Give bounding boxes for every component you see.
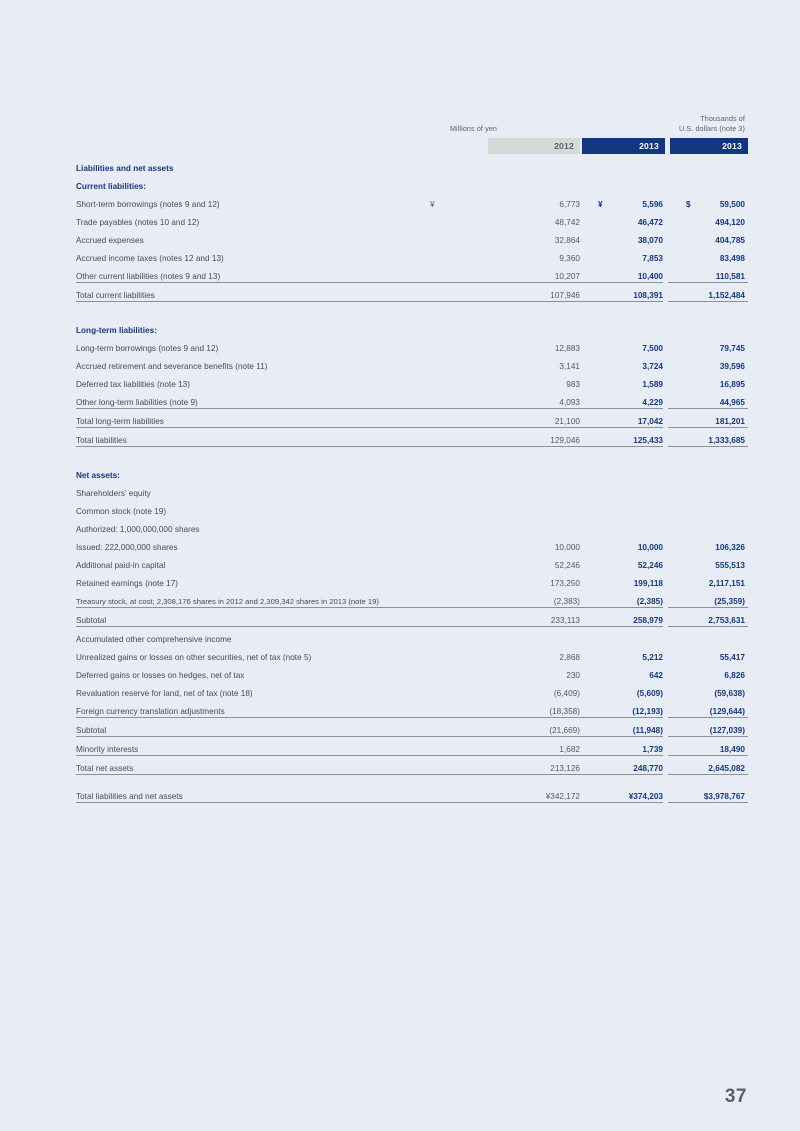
cell-2012 <box>412 517 580 535</box>
cell-2012 <box>412 318 580 336</box>
cell-2012: 233,113 <box>412 608 580 627</box>
table-row <box>76 699 748 718</box>
table-row <box>76 246 748 264</box>
table-row-total <box>76 756 748 775</box>
cell-2012: 48,742 <box>554 218 580 227</box>
row-label: Subtotal <box>76 608 412 627</box>
cell-usd: $3,978,767 <box>668 784 748 803</box>
cell-2013: (12,193) <box>580 699 663 718</box>
table-row <box>76 517 748 535</box>
cell-usd: (129,644) <box>668 699 748 718</box>
cell-2012: 213,126 <box>412 756 580 775</box>
table-row <box>76 156 748 174</box>
row-label: Accrued income taxes (notes 12 and 13) <box>76 254 224 263</box>
cell-usd: 2,753,631 <box>668 608 748 627</box>
cell-2013: (5,609) <box>636 689 663 698</box>
cell-usd: 1,152,484 <box>668 283 748 302</box>
row-label: Revaluation reserve for land, net of tax (note 18) <box>76 689 253 698</box>
cell-2012: 12,883 <box>554 344 580 353</box>
currency-symbol-dollar: $ <box>686 200 691 209</box>
cell-2012: (2,383) <box>412 589 580 608</box>
row-label: Trade payables (notes 10 and 12) <box>76 218 200 227</box>
row-label: Subtotal <box>76 718 412 737</box>
cell-2012 <box>412 463 580 481</box>
table-row <box>76 192 748 210</box>
table-row <box>76 372 748 390</box>
table-row <box>76 390 748 409</box>
row-label: Retained earnings (note 17) <box>76 579 179 588</box>
cell-usd <box>668 318 748 336</box>
cell-usd <box>668 627 748 646</box>
cell-2013: 10,400 <box>637 272 663 281</box>
cell-2012: 173,250 <box>550 579 580 588</box>
table-row-total <box>76 428 748 447</box>
table-row <box>76 210 748 228</box>
cell-usd: 1,333,685 <box>668 428 748 447</box>
row-label: Short-term borrowings (notes 9 and 12) <box>76 200 220 209</box>
cell-2013: ¥374,203 <box>580 784 663 803</box>
section-heading-net-assets: Net assets: <box>76 471 120 480</box>
cell-usd: 55,417 <box>719 653 745 662</box>
cell-2012: 107,946 <box>412 283 580 302</box>
table-row-subtotal <box>76 718 748 737</box>
cell-usd <box>668 156 748 174</box>
cell-2012 <box>412 174 580 192</box>
cell-usd: 18,490 <box>668 737 748 756</box>
table-row <box>76 627 748 646</box>
cell-2012: (6,409) <box>553 689 580 698</box>
cell-2013: 46,472 <box>637 218 663 227</box>
row-label: Total liabilities <box>76 428 412 447</box>
table-row <box>76 663 748 681</box>
cell-usd: 404,785 <box>715 236 745 245</box>
cell-usd: 110,581 <box>715 272 745 281</box>
column-caption-usd-line1: Thousands of <box>700 114 745 123</box>
cell-value: 5,596 <box>642 200 663 209</box>
cell-usd: 79,745 <box>719 344 745 353</box>
table-row <box>76 318 748 336</box>
cell-2013 <box>580 174 663 192</box>
cell-2012: 10,207 <box>554 272 580 281</box>
cell-2012 <box>412 481 580 499</box>
column-caption-usd-line2: U.S. dollars (note 3) <box>678 124 745 133</box>
column-year-2013-yen: 2013 <box>582 138 665 154</box>
cell-2012 <box>412 499 580 517</box>
cell-2012: 21,100 <box>412 409 580 428</box>
table-row <box>76 571 748 589</box>
cell-2012: 4,093 <box>559 398 580 407</box>
cell-usd: (25,359) <box>668 589 748 608</box>
cell-usd: 494,120 <box>715 218 745 227</box>
row-label: Total net assets <box>76 756 412 775</box>
table-row <box>76 589 748 608</box>
cell-value: 59,500 <box>719 200 745 209</box>
cell-2013 <box>580 627 663 646</box>
cell-2013: 5,212 <box>642 653 663 662</box>
column-caption-yen: Millions of yen <box>449 124 497 133</box>
cell-2013 <box>580 192 663 210</box>
row-label: Accrued expenses <box>76 236 144 245</box>
table-row <box>76 553 748 571</box>
cell-2013 <box>580 318 663 336</box>
cell-2013: 108,391 <box>580 283 663 302</box>
grand-total-label: Total liabilities and net assets <box>76 784 412 803</box>
row-label: Total current liabilities <box>76 283 412 302</box>
cell-2012: 2,868 <box>559 653 580 662</box>
column-year-2013-usd: 2013 <box>670 138 748 154</box>
cell-2012: 129,046 <box>412 428 580 447</box>
cell-2012: 10,000 <box>554 543 580 552</box>
cell-2013: 38,070 <box>637 236 663 245</box>
column-headers <box>76 106 748 154</box>
cell-2012: (21,669) <box>412 718 580 737</box>
cell-2012: 32,864 <box>554 236 580 245</box>
table-row-total <box>76 409 748 428</box>
cell-usd: 16,895 <box>719 380 745 389</box>
cell-usd: 6,826 <box>724 671 745 680</box>
row-label: Other current liabilities (notes 9 and 13) <box>76 272 221 281</box>
row-label: Issued: 222,000,000 shares <box>76 543 178 552</box>
column-year-2012: 2012 <box>488 138 580 154</box>
table-row <box>76 645 748 663</box>
cell-2012 <box>412 627 580 646</box>
table-row <box>76 737 748 756</box>
row-label: Additional paid-in capital <box>76 561 166 570</box>
cell-2013 <box>580 499 663 517</box>
row-label: Deferred gains or losses on hedges, net of tax <box>76 671 245 680</box>
cell-2013: 7,500 <box>642 344 663 353</box>
statement-title: Liabilities and net assets <box>76 164 174 173</box>
row-label: Accumulated other comprehensive income <box>76 635 232 644</box>
cell-2013: 248,770 <box>580 756 663 775</box>
cell-usd: 2,117,151 <box>708 579 745 588</box>
section-heading-current-liabilities: Current liabilities: <box>76 182 147 191</box>
row-label: Accrued retirement and severance benefits (note 11) <box>76 362 268 371</box>
cell-2012: 52,246 <box>554 561 580 570</box>
cell-2013: 642 <box>649 671 663 680</box>
row-label: Authorized: 1,000,000,000 shares <box>76 525 200 534</box>
cell-usd <box>668 517 748 535</box>
cell-usd: 181,201 <box>668 409 748 428</box>
cell-usd: (59,638) <box>714 689 745 698</box>
row-label: Unrealized gains or losses on other securities, net of tax (note 5) <box>76 653 312 662</box>
cell-2012: 9,360 <box>559 254 580 263</box>
cell-value: 6,773 <box>559 200 580 209</box>
row-label: Long-term borrowings (notes 9 and 12) <box>76 344 219 353</box>
table-row-subtotal <box>76 608 748 627</box>
page-number: 37 <box>724 1086 747 1107</box>
cell-usd: 555,513 <box>715 561 745 570</box>
row-label: Minority interests <box>76 737 412 756</box>
cell-2013 <box>580 463 663 481</box>
row-label: Foreign currency translation adjustments <box>76 699 412 718</box>
cell-2012 <box>412 192 580 210</box>
row-label: Deferred tax liabilities (note 13) <box>76 380 190 389</box>
cell-2013: 17,042 <box>580 409 663 428</box>
cell-2012: ¥342,172 <box>412 784 580 803</box>
cell-usd: 39,596 <box>719 362 745 371</box>
cell-usd <box>668 174 748 192</box>
cell-2013: 1,739 <box>580 737 663 756</box>
cell-usd <box>668 481 748 499</box>
table-row <box>76 535 748 553</box>
cell-2012: (18,358) <box>412 699 580 718</box>
cell-2012: 1,682 <box>412 737 580 756</box>
table-row <box>76 336 748 354</box>
table-row <box>76 481 748 499</box>
cell-2013: 258,979 <box>580 608 663 627</box>
cell-2013: 52,246 <box>637 561 663 570</box>
cell-usd: 83,498 <box>719 254 745 263</box>
section-heading-long-term-liabilities: Long-term liabilities: <box>76 326 157 335</box>
row-label: Total long-term liabilities <box>76 409 412 428</box>
cell-usd <box>668 192 748 210</box>
cell-2013: (2,385) <box>580 589 663 608</box>
cell-2013: 1,589 <box>642 380 663 389</box>
section-spacer <box>76 302 748 319</box>
cell-2013: 10,000 <box>637 543 663 552</box>
table-row <box>76 463 748 481</box>
cell-2013: 125,433 <box>580 428 663 447</box>
table-row <box>76 228 748 246</box>
cell-2013: 199,118 <box>633 579 663 588</box>
cell-2013 <box>580 481 663 499</box>
row-label: Common stock (note 19) <box>76 507 167 516</box>
cell-usd: 106,326 <box>715 543 745 552</box>
cell-2013: 3,724 <box>642 362 663 371</box>
cell-usd <box>668 499 748 517</box>
table-row <box>76 354 748 372</box>
cell-usd: (127,039) <box>668 718 748 737</box>
cell-2012: 983 <box>566 380 580 389</box>
cell-usd <box>668 463 748 481</box>
cell-usd: 2,645,082 <box>668 756 748 775</box>
row-label: Shareholders’ equity <box>76 489 151 498</box>
row-label: Treasury stock, at cost; 2,308,176 shares in 2012 and 2,309,342 shares in 2013 (note 19) <box>76 589 412 608</box>
cell-2013 <box>580 517 663 535</box>
currency-symbol-yen: ¥ <box>598 200 603 209</box>
cell-2013 <box>580 156 663 174</box>
cell-2012 <box>412 156 580 174</box>
table-row <box>76 681 748 699</box>
table-row <box>76 499 748 517</box>
cell-2013: (11,948) <box>580 718 663 737</box>
table-row-grand-total <box>76 784 748 803</box>
row-label: Other long-term liabilities (note 9) <box>76 398 198 407</box>
column-caption-usd <box>615 114 745 134</box>
cell-2013: 7,853 <box>642 254 663 263</box>
table-row <box>76 264 748 283</box>
cell-usd: 44,965 <box>719 398 745 407</box>
cell-2012: 3,141 <box>559 362 580 371</box>
cell-2013: 4,229 <box>642 398 663 407</box>
table-row <box>76 174 748 192</box>
balance-sheet-table <box>76 156 748 803</box>
currency-symbol-yen: ¥ <box>430 200 435 209</box>
section-spacer <box>76 447 748 464</box>
table-row-total <box>76 283 748 302</box>
section-spacer <box>76 775 748 785</box>
cell-2012: 230 <box>566 671 580 680</box>
